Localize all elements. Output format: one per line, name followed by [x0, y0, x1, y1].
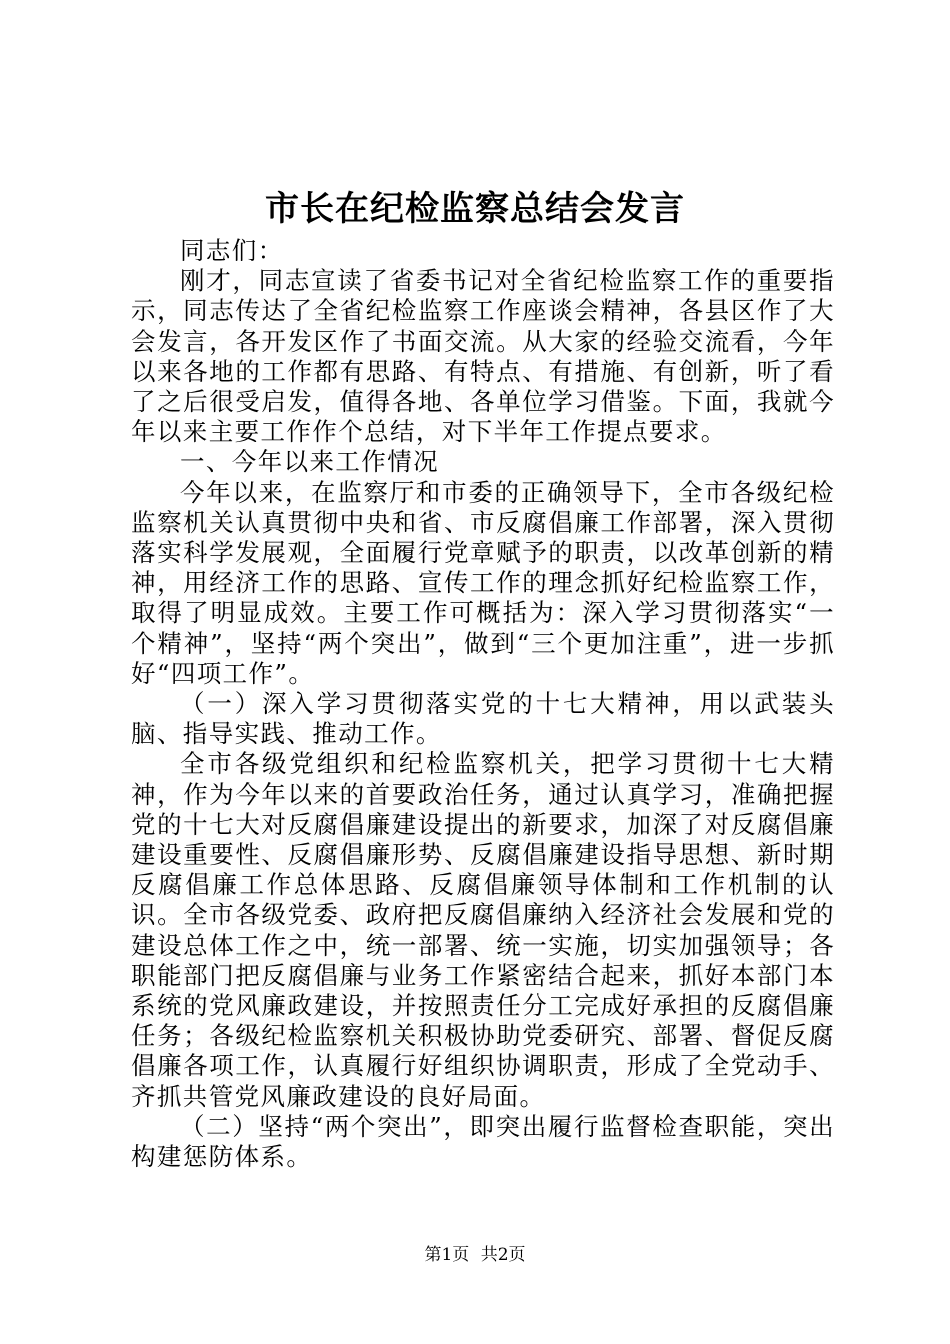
salutation-paragraph: 同志们：	[180, 236, 284, 265]
page-footer	[0, 1243, 950, 1267]
subsection-heading-2: （二）坚持“两个突出”，即突出履行监督检查职能，突出构建惩防体系。	[131, 1111, 835, 1172]
document-title: 市长在纪检监察总结会发言	[265, 189, 685, 229]
section-heading: 一、今年以来工作情况	[180, 447, 439, 477]
summary-paragraph: 今年以来，在监察厅和市委的正确领导下，全市各级纪检监察机关认真贯彻中央和省、市反腐倡廉工作部署，深入贯彻落实科学发展观，全面履行党章赋予的职责，以改革创新的精神，用经济工作的思路、宣传工作的理念抓好纪检监察工作，取得了明显成效。主要工作可概括为：深入学习贯彻落实“一个精神”，坚持“两个突出”，做到“三个更加注重”，进一步抓好“四项工作”。	[131, 477, 835, 688]
intro-paragraph: 刚才，同志宣读了省委书记对全省纪检监察工作的重要指示，同志传达了全省纪检监察工作座谈会精神，各县区作了大会发言，各开发区作了书面交流。从大家的经验交流看，今年以来各地的工作都有思路、有特点、有措施、有创新，听了看了之后很受启发，值得各地、各单位学习借鉴。下面，我就今年以来主要工作作个总结，对下半年工作提点要求。	[131, 266, 835, 447]
page-number: 第1页	[424, 1245, 470, 1265]
subsection-heading-1: （一）深入学习贯彻落实党的十七大精神，用以武装头脑、指导实践、推动工作。	[131, 689, 835, 749]
page-total: 共2页	[480, 1245, 526, 1265]
detail-paragraph: 全市各级党组织和纪检监察机关，把学习贯彻十七大精神，作为今年以来的首要政治任务，通过认真学习，准确把握党的十七大对反腐倡廉建设提出的新要求，加深了对反腐倡廉建设重要性、反腐倡廉形势、反腐倡廉建设指导思想、新时期反腐倡廉工作总体思路、反腐倡廉领导体制和工作机制的认识。全市各级党委、政府把反腐倡廉纳入经济社会发展和党的建设总体工作之中，统一部署、统一实施，切实加强领导；各职能部门把反腐倡廉与业务工作紧密结合起来，抓好本部门本系统的党风廉政建设，并按照责任分工完成好承担的反腐倡廉任务；各级纪检监察机关积极协助党委研究、部署、督促反腐倡廉各项工作，认真履行好组织协调职责，形成了全党动手、齐抓共管党风廉政建设的良好局面。	[131, 749, 835, 1111]
document-body	[131, 236, 835, 1172]
